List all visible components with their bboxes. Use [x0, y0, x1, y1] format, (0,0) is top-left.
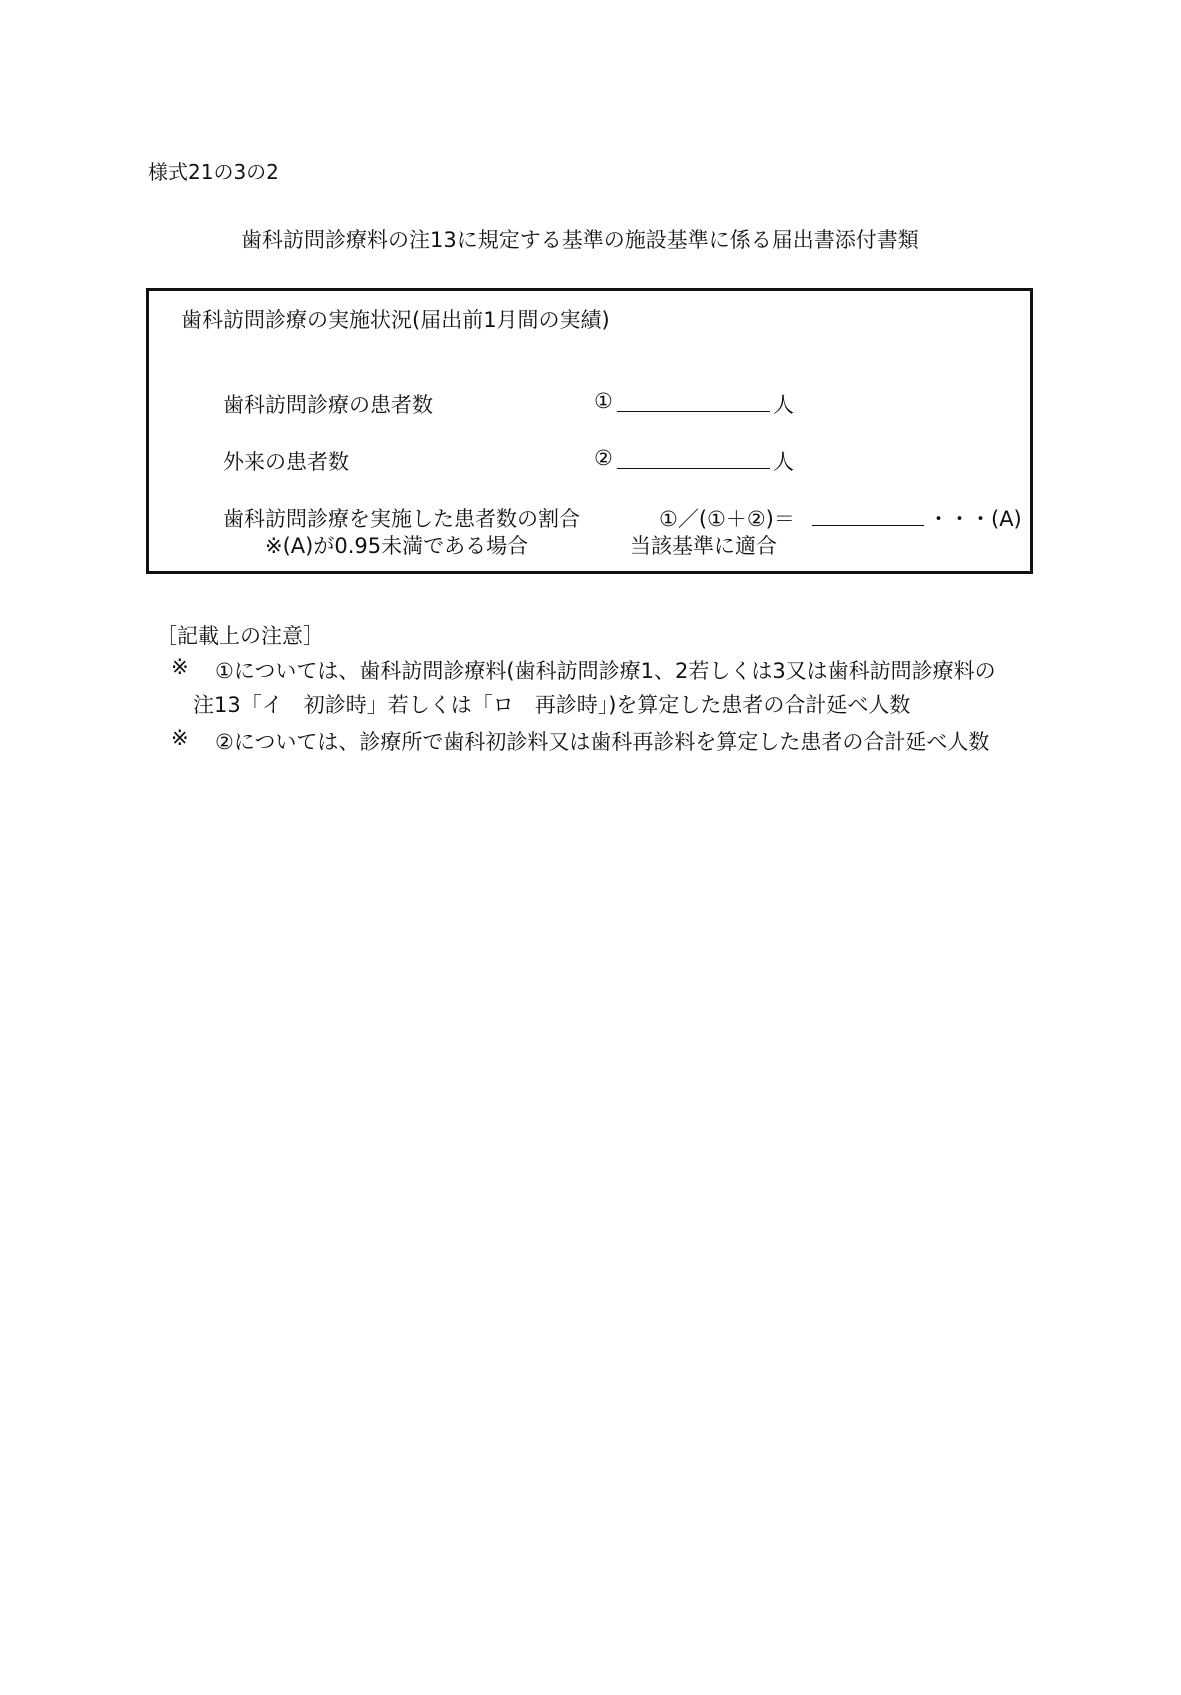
notes-heading: ［記載上の注意］ [156, 624, 324, 648]
note-1-mark: ※ [171, 655, 189, 679]
ratio-value-blank[interactable] [812, 525, 924, 526]
status-box-heading: 歯科訪問診療の実施状況(届出前1月間の実績) [181, 308, 610, 332]
form-number: 様式21の3の2 [148, 160, 279, 184]
home-visit-patient-count-blank[interactable] [617, 411, 770, 412]
note-1-line-2: 注13「イ 初診時」若しくは「ロ 再診時」)を算定した患者の合計延べ人数 [193, 693, 911, 717]
home-visit-patient-count-unit: 人 [773, 393, 794, 417]
outpatient-count-unit: 人 [773, 450, 794, 474]
note-2-mark: ※ [171, 726, 189, 750]
outpatient-count-label: 外来の患者数 [223, 450, 349, 474]
note-2-text: ②については、診療所で歯科初診料又は歯科再診料を算定した患者の合計延べ人数 [215, 730, 990, 754]
ratio-suffix: ・・・(A) [928, 507, 1022, 531]
item-2-marker: ② [594, 446, 613, 470]
item-1-marker: ① [594, 389, 613, 413]
ratio-label: 歯科訪問診療を実施した患者数の割合 [223, 507, 580, 531]
condition-text: ※(A)が0.95未満である場合 [265, 534, 529, 558]
outpatient-count-blank[interactable] [617, 468, 770, 469]
home-visit-patient-count-label: 歯科訪問診療の患者数 [223, 393, 433, 417]
condition-result: 当該基準に適合 [630, 534, 777, 558]
ratio-formula: ①／(①＋②)＝ [659, 507, 795, 531]
document-title: 歯科訪問診療料の注13に規定する基準の施設基準に係る届出書添付書類 [241, 228, 919, 252]
note-1-line-1: ①については、歯科訪問診療料(歯科訪問診療1、2若しくは3又は歯科訪問診療料の [215, 659, 996, 683]
